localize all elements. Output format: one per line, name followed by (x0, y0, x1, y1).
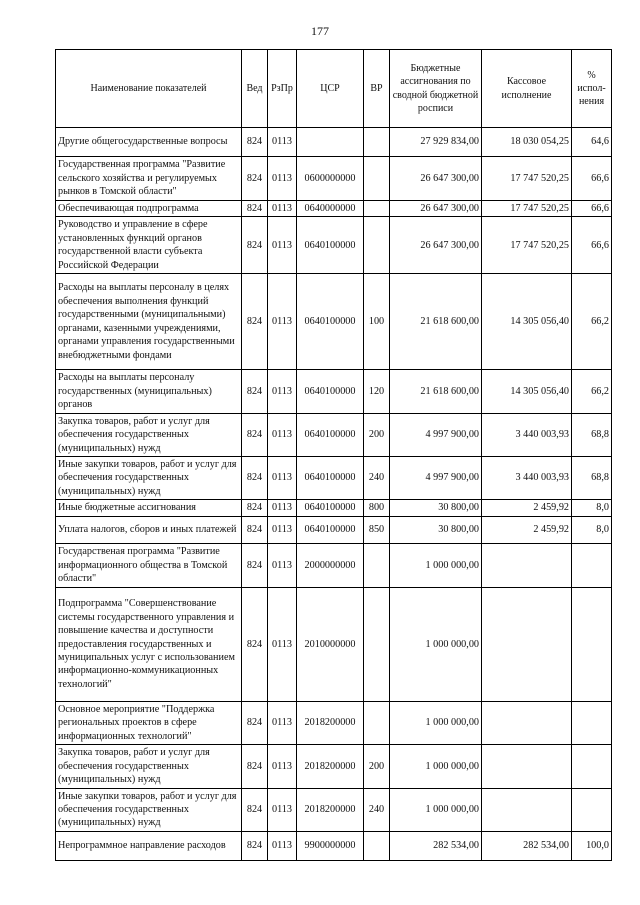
page-number: 177 (311, 24, 329, 38)
cell-csr: 2018200000 (297, 701, 364, 744)
cell-csr: 0640100000 (297, 413, 364, 456)
cell-cash: 14 305 056,40 (482, 370, 572, 413)
cell-csr: 9900000000 (297, 831, 364, 860)
cell-vr: 850 (364, 516, 390, 543)
cell-name: Расходы на выплаты персоналу в целях обеспечения выполнения функций государственными (муниципальными) органами, казенными учреждениями, органами управления государственными внебюджетными фондами (56, 274, 242, 370)
cell-budget: 26 647 300,00 (390, 217, 482, 274)
cell-vr (364, 217, 390, 274)
cell-cash: 3 440 003,93 (482, 413, 572, 456)
cell-name: Государственая программа "Развитие информационного общества в Томской области" (56, 543, 242, 587)
cell-ved: 824 (242, 543, 268, 587)
cell-pct (572, 745, 612, 788)
cell-name: Закупка товаров, работ и услуг для обеспечения государственных (муниципальных) нужд (56, 745, 242, 788)
cell-ved: 824 (242, 274, 268, 370)
table-row (56, 500, 612, 516)
cell-csr: 0640100000 (297, 274, 364, 370)
table-row (56, 516, 612, 543)
cell-rzpr: 0113 (268, 788, 297, 831)
cell-vr (364, 587, 390, 701)
cell-cash (482, 701, 572, 744)
cell-rzpr: 0113 (268, 831, 297, 860)
cell-budget: 282 534,00 (390, 831, 482, 860)
table-row (56, 370, 612, 413)
cell-cash (482, 587, 572, 701)
cell-csr: 0640100000 (297, 516, 364, 543)
cell-name: Иные закупки товаров, работ и услуг для обеспечения государственных (муниципальных) нужд (56, 788, 242, 831)
header-cash: Кассовое исполнение (482, 50, 572, 128)
cell-csr (297, 128, 364, 157)
cell-vr (364, 128, 390, 157)
cell-rzpr: 0113 (268, 500, 297, 516)
cell-rzpr: 0113 (268, 701, 297, 744)
cell-cash: 17 747 520,25 (482, 201, 572, 217)
header-budget: Бюджетные ассигнования по сводной бюджетной росписи (390, 50, 482, 128)
cell-rzpr: 0113 (268, 157, 297, 201)
cell-pct (572, 701, 612, 744)
cell-pct: 8,0 (572, 500, 612, 516)
cell-ved: 824 (242, 788, 268, 831)
cell-csr: 0640100000 (297, 500, 364, 516)
cell-pct (572, 587, 612, 701)
cell-csr: 2000000000 (297, 543, 364, 587)
cell-csr: 0640100000 (297, 456, 364, 499)
header-pct: % испол-нения (572, 50, 612, 128)
cell-csr: 0600000000 (297, 157, 364, 201)
table-row (56, 128, 612, 157)
cell-cash: 18 030 054,25 (482, 128, 572, 157)
table-row (56, 201, 612, 217)
cell-budget: 1 000 000,00 (390, 587, 482, 701)
cell-csr: 0640000000 (297, 201, 364, 217)
cell-budget: 1 000 000,00 (390, 701, 482, 744)
cell-pct: 68,8 (572, 456, 612, 499)
cell-name: Подпрограмма "Совершенствование системы государственного управления и повышение качества и доступности предоставления государственных и муниципальных услуг с использованием информационно-коммуникационных технологий" (56, 587, 242, 701)
cell-cash: 2 459,92 (482, 516, 572, 543)
cell-ved: 824 (242, 370, 268, 413)
cell-rzpr: 0113 (268, 745, 297, 788)
cell-budget: 1 000 000,00 (390, 788, 482, 831)
cell-ved: 824 (242, 217, 268, 274)
cell-budget: 1 000 000,00 (390, 745, 482, 788)
cell-name: Обеспечивающая подпрограмма (56, 201, 242, 217)
cell-vr: 100 (364, 274, 390, 370)
cell-vr: 240 (364, 788, 390, 831)
cell-cash: 17 747 520,25 (482, 157, 572, 201)
cell-pct: 66,2 (572, 370, 612, 413)
cell-name: Иные бюджетные ассигнования (56, 500, 242, 516)
cell-cash: 3 440 003,93 (482, 456, 572, 499)
cell-cash (482, 788, 572, 831)
cell-ved: 824 (242, 128, 268, 157)
cell-budget: 21 618 600,00 (390, 370, 482, 413)
cell-ved: 824 (242, 456, 268, 499)
cell-cash: 282 534,00 (482, 831, 572, 860)
table-row (56, 788, 612, 831)
cell-budget: 4 997 900,00 (390, 413, 482, 456)
table-body (56, 128, 612, 861)
cell-vr: 200 (364, 413, 390, 456)
cell-rzpr: 0113 (268, 274, 297, 370)
cell-pct: 66,6 (572, 201, 612, 217)
cell-name: Другие общегосударственные вопросы (56, 128, 242, 157)
cell-ved: 824 (242, 701, 268, 744)
cell-name: Закупка товаров, работ и услуг для обеспечения государственных (муниципальных) нужд (56, 413, 242, 456)
table-row (56, 217, 612, 274)
cell-csr: 2010000000 (297, 587, 364, 701)
cell-budget: 21 618 600,00 (390, 274, 482, 370)
table-row (56, 543, 612, 587)
cell-rzpr: 0113 (268, 217, 297, 274)
cell-cash (482, 543, 572, 587)
table-row (56, 587, 612, 701)
cell-ved: 824 (242, 413, 268, 456)
cell-cash: 17 747 520,25 (482, 217, 572, 274)
cell-pct: 66,6 (572, 157, 612, 201)
cell-budget: 30 800,00 (390, 500, 482, 516)
cell-rzpr: 0113 (268, 413, 297, 456)
cell-vr: 240 (364, 456, 390, 499)
cell-budget: 30 800,00 (390, 516, 482, 543)
cell-name: Руководство и управление в сфере установленных функций органов государственной власти субъекта Российской Федерации (56, 217, 242, 274)
cell-cash: 14 305 056,40 (482, 274, 572, 370)
cell-vr: 200 (364, 745, 390, 788)
budget-execution-table (55, 49, 612, 861)
table-row (56, 831, 612, 860)
cell-ved: 824 (242, 201, 268, 217)
cell-budget: 26 647 300,00 (390, 157, 482, 201)
cell-rzpr: 0113 (268, 456, 297, 499)
cell-rzpr: 0113 (268, 128, 297, 157)
table-row (56, 274, 612, 370)
header-vr: ВР (364, 50, 390, 128)
cell-rzpr: 0113 (268, 587, 297, 701)
cell-pct: 8,0 (572, 516, 612, 543)
cell-pct (572, 788, 612, 831)
table-row (56, 413, 612, 456)
cell-name: Расходы на выплаты персоналу государственных (муниципальных) органов (56, 370, 242, 413)
cell-pct (572, 543, 612, 587)
cell-name: Основное мероприятие "Поддержка региональных проектов в сфере информационных технологий" (56, 701, 242, 744)
cell-pct: 66,2 (572, 274, 612, 370)
cell-ved: 824 (242, 745, 268, 788)
cell-cash (482, 745, 572, 788)
cell-pct: 100,0 (572, 831, 612, 860)
cell-pct: 66,6 (572, 217, 612, 274)
cell-pct: 64,6 (572, 128, 612, 157)
cell-name: Иные закупки товаров, работ и услуг для обеспечения государственных (муниципальных) нужд (56, 456, 242, 499)
cell-ved: 824 (242, 500, 268, 516)
cell-rzpr: 0113 (268, 370, 297, 413)
header-ved: Вед (242, 50, 268, 128)
cell-ved: 824 (242, 831, 268, 860)
cell-csr: 2018200000 (297, 745, 364, 788)
cell-vr (364, 201, 390, 217)
cell-rzpr: 0113 (268, 543, 297, 587)
cell-name: Уплата налогов, сборов и иных платежей (56, 516, 242, 543)
cell-pct: 68,8 (572, 413, 612, 456)
cell-budget: 27 929 834,00 (390, 128, 482, 157)
cell-vr: 120 (364, 370, 390, 413)
cell-vr (364, 701, 390, 744)
cell-name: Государственная программа "Развитие сельского хозяйства и регулируемых рынков в Томской области" (56, 157, 242, 201)
cell-vr (364, 831, 390, 860)
header-csr: ЦСР (297, 50, 364, 128)
cell-vr: 800 (364, 500, 390, 516)
header-rzpr: РзПр (268, 50, 297, 128)
header-name: Наименование показателей (56, 50, 242, 128)
table-row (56, 456, 612, 499)
cell-cash: 2 459,92 (482, 500, 572, 516)
cell-csr: 0640100000 (297, 217, 364, 274)
cell-vr (364, 157, 390, 201)
cell-vr (364, 543, 390, 587)
table-row (56, 701, 612, 744)
cell-csr: 2018200000 (297, 788, 364, 831)
cell-ved: 824 (242, 516, 268, 543)
cell-rzpr: 0113 (268, 201, 297, 217)
cell-ved: 824 (242, 587, 268, 701)
cell-budget: 4 997 900,00 (390, 456, 482, 499)
cell-csr: 0640100000 (297, 370, 364, 413)
table-row (56, 745, 612, 788)
cell-ved: 824 (242, 157, 268, 201)
cell-name: Непрограммное направление расходов (56, 831, 242, 860)
table-row (56, 157, 612, 201)
header-row (56, 50, 612, 128)
cell-rzpr: 0113 (268, 516, 297, 543)
cell-budget: 1 000 000,00 (390, 543, 482, 587)
cell-budget: 26 647 300,00 (390, 201, 482, 217)
